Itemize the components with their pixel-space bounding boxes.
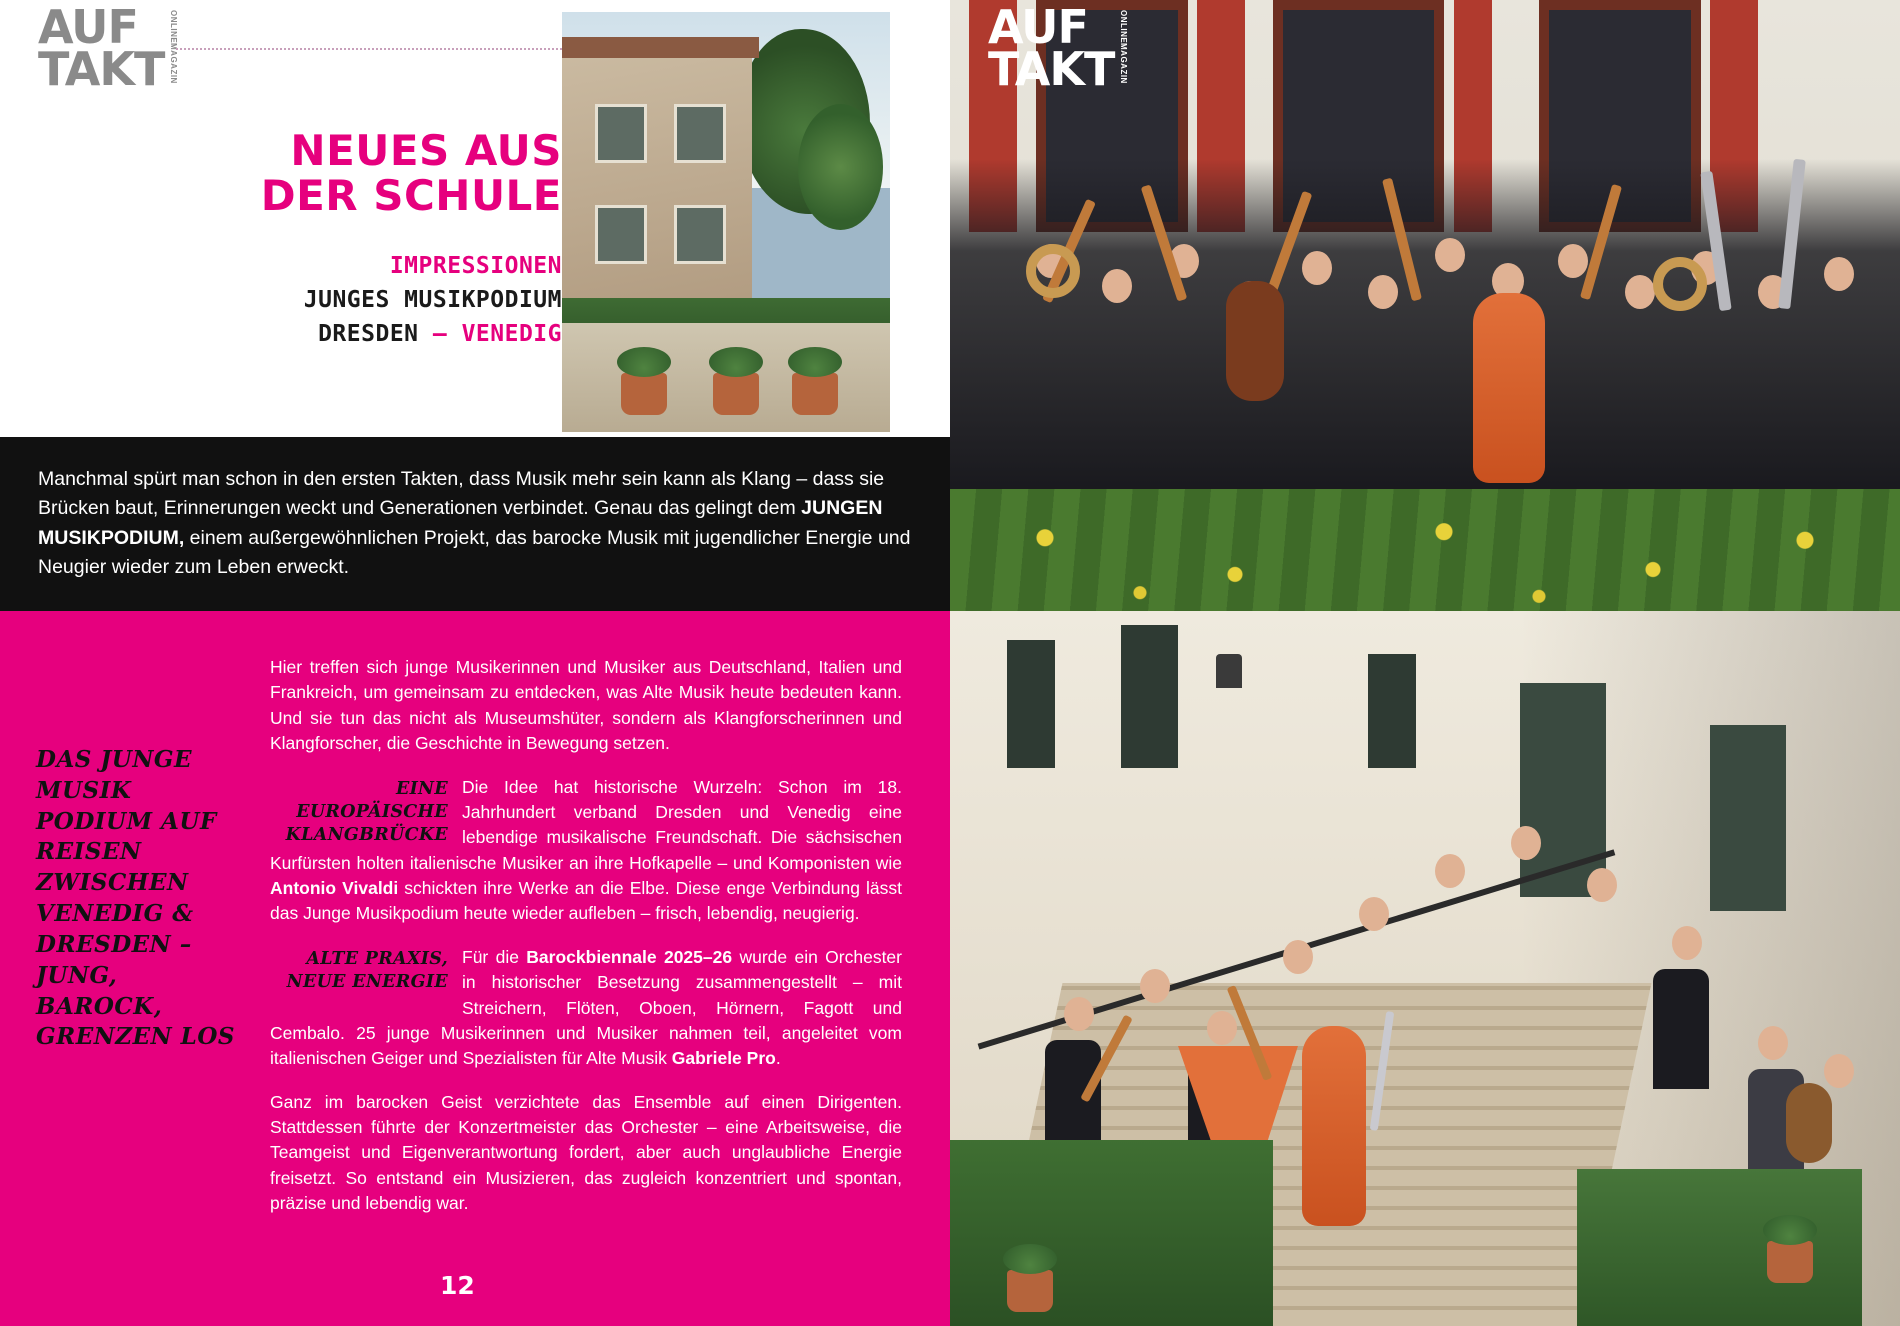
logo-wordmark — [38, 0, 165, 97]
intro-text-2: einem außergewöhnlichen Projekt, das barocke Musik mit jugendlicher Energie und Neugier wieder zum Leben erweckt. — [38, 526, 911, 578]
subtitle-impressionen: IMPRESSIONEN — [389, 252, 562, 279]
logo-white-line-1: AUF — [988, 0, 1088, 54]
p3-bold-barockbiennale: Barockbiennale 2025–26 — [526, 946, 733, 967]
intro-paragraph — [38, 465, 912, 582]
paragraph-alte-praxis — [270, 945, 902, 1072]
subtitle-city-venedig: VENEDIG — [461, 320, 562, 347]
auftakt-logo-white — [988, 0, 1872, 97]
p2-text-1: Die Idee hat historische Wurzeln: Schon im 18. Jahrhundert verband Dresden und Venedig eine lebendige musikalische Freundschaft. Die sächsischen Kurfürsten holten italienische Musiker an ihre Hofkapelle – und Komponisten wie — [270, 776, 902, 873]
paragraph-intro: Hier treffen sich junge Musikerinnen und Musiker aus Deutschland, Italien und Frankreich, um gemeinsam zu entdecken, was Alte Musik heute bedeuten kann. Und sie tun das nicht als Museumshüter, sondern als Klangforscherinnen und Klangforscher, die Geschichte in Bewegung setzen. — [270, 657, 902, 754]
photo-orchestra-group — [950, 0, 1900, 611]
logo-white-line-2: TAKT — [988, 42, 1115, 97]
logo-line-1: AUF — [38, 0, 138, 54]
subtitle-city-dresden: DRESDEN — [318, 320, 419, 347]
dotted-divider — [176, 48, 562, 50]
p3-text-2: wurde ein Orchester in historischer Besetzung zusammengestellt – mit Streichern, Flöten, Oboen, Hörnern, Fagott und Cembalo. 25 junge Musikerinnen und Musiker nahmen teil, angeleitet vom italienischen Geiger und Spezialisten für Alte Musik — [270, 946, 902, 1069]
section-label-alte-praxis: ALTE PRAXIS, NEUE ENERGIE — [286, 948, 448, 992]
logo-side-top: ONLINE — [169, 10, 179, 44]
top-left-panel — [0, 0, 950, 437]
auftakt-logo — [38, 0, 179, 97]
photo-villa — [562, 12, 890, 432]
subtitle-project: JUNGES MUSIKPODIUM — [303, 286, 562, 313]
p2-text-2: schickten ihre Werke an die Elbe. Diese enge Verbindung lässt das Junge Musikpodium heute wieder aufleben – frisch, lebendig, neugierig. — [270, 878, 903, 924]
sidebar-pull-title: DAS JUNGE MUSIK PODIUM AUF REISEN ZWISCHEN VENEDIG & DRESDEN – JUNG, BAROCK, GRENZEN LOS — [36, 746, 235, 1051]
subtitle-dash: – — [418, 320, 462, 347]
logo-side-text-white — [1118, 10, 1127, 84]
paragraph-klangbruecke — [270, 775, 902, 927]
page-title — [142, 128, 562, 219]
photo-staircase-group — [950, 611, 1900, 1326]
logo-side-bottom: MAGAZIN — [169, 43, 179, 85]
page-title-line-2: DER SCHULE — [260, 171, 562, 221]
logo-line-2: TAKT — [38, 42, 165, 97]
intro-band — [0, 437, 950, 611]
p2-bold-vivaldi: Antonio Vivaldi — [270, 878, 399, 898]
logo-wordmark-white — [988, 0, 1115, 97]
page-title-line-1: NEUES AUS — [290, 126, 562, 175]
intro-text-1: Manchmal spürt man schon in den ersten Takten, dass Musik mehr sein kann als Klang – dass sie Brücken baut, Erinnerungen weckt und Generationen verbindet. Genau das gelingt dem — [38, 468, 885, 520]
p3-bold-gabriele-pro: Gabriele Pro — [671, 1048, 776, 1069]
title-block — [142, 128, 562, 347]
subtitle-cities — [142, 321, 562, 347]
intro-text-bold: JUNGEN MUSIKPODIUM, — [38, 497, 883, 549]
section-label-klangbruecke: EINE EUROPÄISCHE KLANGBRÜCKE — [285, 778, 448, 845]
paragraph-dirigent: Ganz im barocken Geist verzichtete das Ensemble auf einen Dirigenten. Stattdessen führte der Konzertmeister das Orchester – eine Arbeitsweise, die Teamgeist und Eigenverantwortung fordert, aber auch unglaubliche Energie freisetzt. So entstand ein Musizieren, das zugleich konzentriert und spontan, präzise und lebendig war. — [270, 1091, 902, 1214]
p3-text-1: Für die — [462, 946, 527, 967]
logo-white-side-bottom: MAGAZIN — [1119, 43, 1129, 85]
page-number: 12 — [440, 1271, 475, 1300]
p3-text-3: . — [775, 1048, 781, 1069]
article-column — [270, 655, 902, 1235]
logo-white-side-top: ONLINE — [1119, 10, 1129, 44]
article-body-panel — [0, 611, 950, 1326]
